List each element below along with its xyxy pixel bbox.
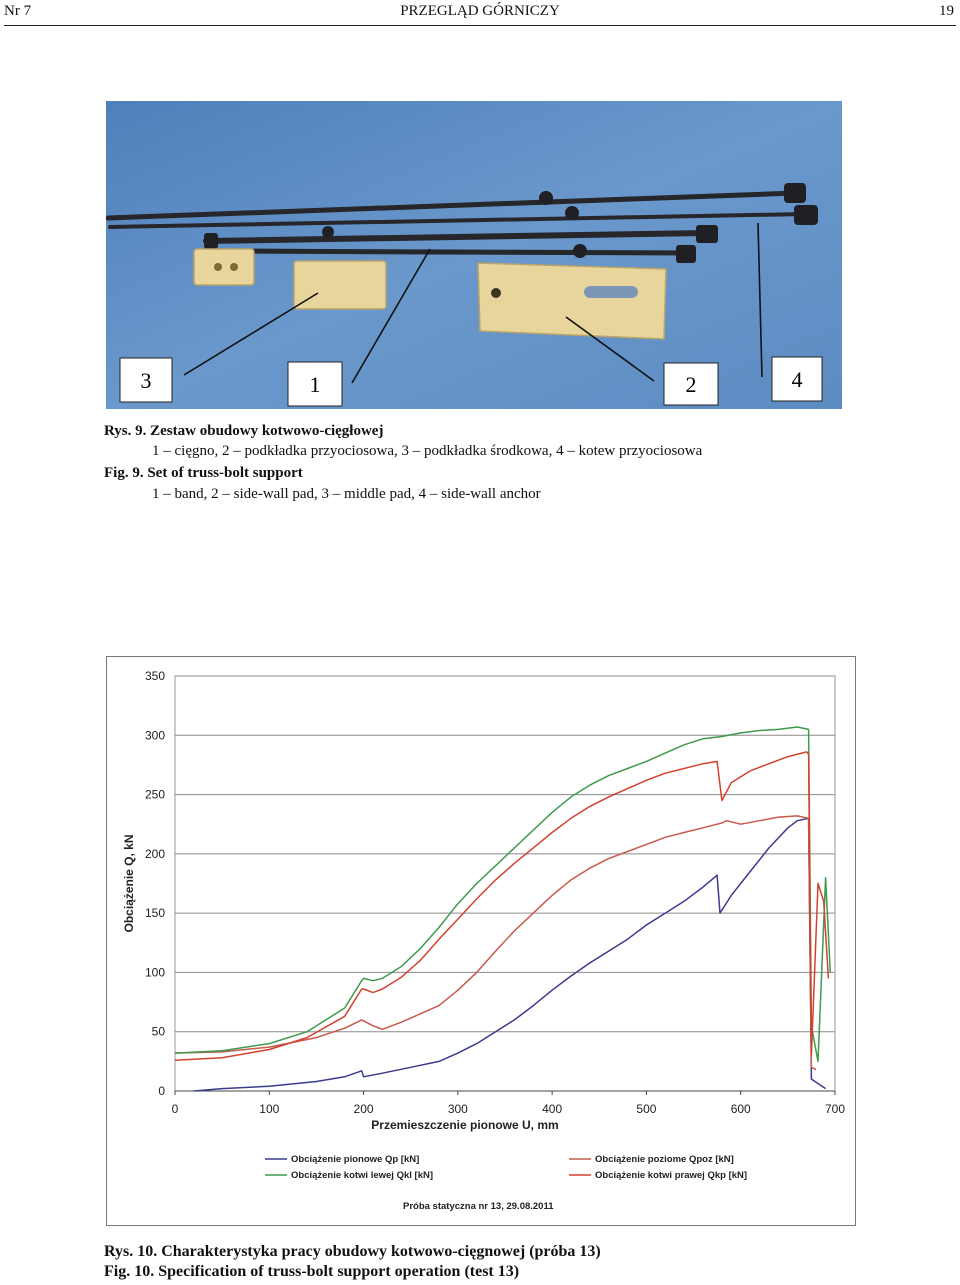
fig9-caption-en-title [104,463,303,483]
load-displacement-chart [106,656,856,1226]
y-tick-label: 200 [144,846,165,861]
page-number: 19 [939,3,954,19]
y-tick-label: 350 [144,669,165,683]
photo-label-2: 2 [685,372,697,397]
photo-label-1: 1 [309,372,321,397]
page-header [0,0,960,26]
header-rule [4,25,956,26]
x-tick-label: 300 [447,1102,468,1116]
fig10-caption-en: Fig. 10. Specification of truss-bolt support operation (test 13) [104,1263,520,1280]
truss-bolt-photo [106,101,842,409]
x-axis-label: Przemieszczenie pionowe U, mm [371,1118,559,1132]
y-tick-label: 0 [158,1084,165,1098]
y-tick-label: 50 [151,1024,165,1039]
journal-title: PRZEGLĄD GÓRNICZY [400,3,560,19]
x-tick-label: 600 [730,1102,751,1116]
y-tick-label: 100 [144,965,165,980]
x-tick-label: 700 [824,1102,846,1116]
x-tick-label: 0 [171,1102,179,1116]
fig9-caption-pl-title [104,421,383,441]
x-tick-label: 200 [353,1102,374,1116]
plot-area [175,676,835,1091]
x-tick-label: 400 [542,1102,563,1116]
fig10-caption-pl: Rys. 10. Charakterystyka pracy obudowy kotwowo-cięgnowej (próba 13) [104,1243,601,1260]
legend-item: Obciążenie pionowe Qp [kN] [291,1154,420,1165]
fig10-caption [104,1242,601,1282]
fig9-caption-en-legend: 1 – band, 2 – side-wall pad, 3 – middle pad, 4 – side-wall anchor [152,486,541,502]
photo-illustration [106,101,842,409]
photo-label-4: 4 [791,367,803,392]
y-tick-label: 250 [144,787,165,802]
chart-note: Próba statyczna nr 13, 29.08.2011 [403,1201,554,1212]
legend-item: Obciążenie poziome Qpoz [kN] [595,1154,734,1165]
grid-lines [175,676,835,1091]
fig9-caption-pl-legend: 1 – cięgno, 2 – podkładka przyociosowa, 3 – podkładka środkowa, 4 – kotew przyociosowa [152,443,703,459]
y-tick-label: 150 [144,906,165,921]
chart-legend [265,1154,747,1181]
fig9-en-title-text: Fig. 9. Set of truss-bolt support [104,465,303,481]
issue-number: Nr 7 [4,3,32,19]
photo-label-3: 3 [140,368,152,393]
y-tick-label: 300 [144,728,165,743]
x-tick-label: 500 [636,1102,657,1116]
chart-series [175,727,830,1091]
series-line-4 [175,752,828,1060]
series-line-1 [194,818,826,1091]
legend-item: Obciążenie kotwi prawej Qkp [kN] [595,1170,748,1181]
chart-svg [107,657,855,1225]
y-axis-label: Obciążenie Q, kN [122,834,136,933]
legend-item: Obciążenie kotwi lewej Qkl [kN] [291,1170,434,1181]
fig9-pl-title-text: Rys. 9. Zestaw obudowy kotwowo-cięgłowej [104,423,384,439]
x-tick-label: 100 [259,1102,280,1116]
